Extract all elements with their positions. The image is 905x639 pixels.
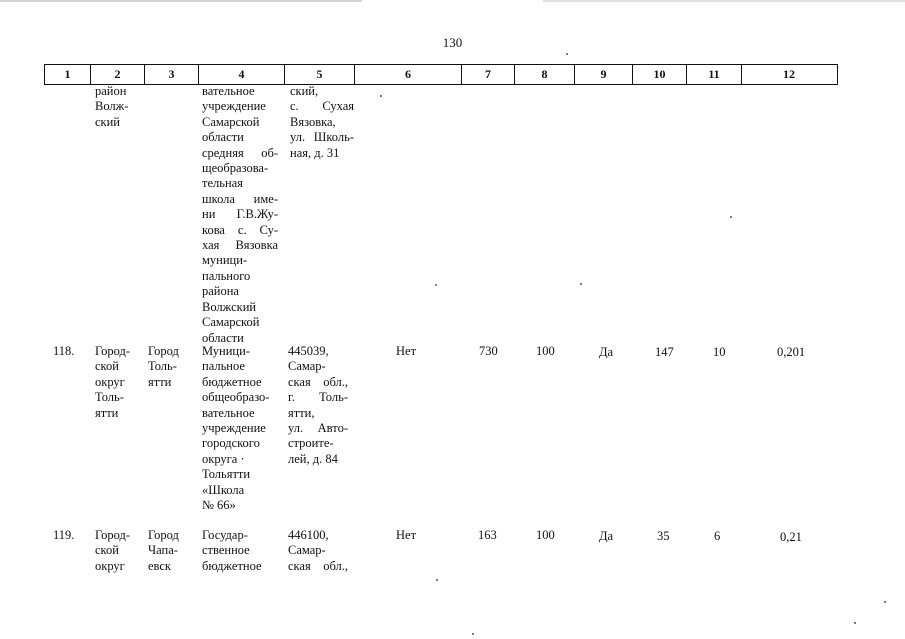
header-col-6: 6 xyxy=(355,65,462,84)
row-118-locality xyxy=(148,344,179,390)
row-118-col11: 10 xyxy=(713,345,726,359)
line: Вязовка, xyxy=(290,114,336,129)
line: области xyxy=(202,130,244,145)
line: Волж- xyxy=(95,99,129,114)
header-col-3: 3 xyxy=(145,65,199,84)
line: район xyxy=(95,84,127,98)
line: 446100, xyxy=(288,528,329,542)
line: Самарской xyxy=(202,114,260,129)
line: Тольятти xyxy=(202,467,251,482)
row-118-col9: Да xyxy=(599,345,614,359)
line: области xyxy=(202,330,244,345)
header-col-10: 10 xyxy=(633,65,687,84)
row-119-col7: 163 xyxy=(478,528,497,542)
line: ской xyxy=(95,359,119,374)
header-col-7: 7 xyxy=(462,65,515,84)
row-118-col10: 147 xyxy=(655,345,674,359)
header-col-9: 9 xyxy=(575,65,633,84)
row-118-district xyxy=(95,344,130,421)
table-header-row xyxy=(44,64,838,85)
line: ул. Школь- xyxy=(290,130,354,145)
line: пальное xyxy=(202,359,245,374)
line: Муници- xyxy=(202,344,250,358)
line: пального xyxy=(202,268,251,283)
row-118-col12: 0,201 xyxy=(777,345,806,359)
line: ская обл., xyxy=(288,558,348,573)
line: школа име- xyxy=(202,191,278,206)
line: ской xyxy=(95,543,119,558)
row-119-address xyxy=(288,528,348,574)
line: лей, д. 84 xyxy=(288,451,338,466)
line: общеобразо- xyxy=(202,390,270,405)
line: № 66» xyxy=(202,498,236,513)
row-119-institution-name xyxy=(202,528,262,574)
line: Город xyxy=(148,344,179,358)
row-119-number: 119. xyxy=(53,528,75,542)
line: ни Г.В.Жу- xyxy=(202,207,278,222)
line: Самар- xyxy=(288,543,326,558)
header-col-11: 11 xyxy=(687,65,742,84)
header-col-5: 5 xyxy=(285,65,355,84)
row-119-col8: 100 xyxy=(536,528,555,542)
line: Город xyxy=(148,528,179,542)
line: г. Толь- xyxy=(288,390,348,405)
scan-speck xyxy=(580,283,582,285)
header-col-4: 4 xyxy=(199,65,285,84)
line: Самарской xyxy=(202,315,260,330)
line: округ xyxy=(95,558,125,573)
scan-speck xyxy=(380,95,382,97)
row-119-col9: Да xyxy=(599,529,614,543)
line: Волжский xyxy=(202,299,257,314)
line: ятти xyxy=(95,405,119,420)
line: учреждение xyxy=(202,99,266,114)
row-119-col11: 6 xyxy=(714,529,721,543)
line: 445039, xyxy=(288,344,329,358)
line: тельная xyxy=(202,176,243,191)
line: бюджетное xyxy=(202,558,262,573)
row-118-address xyxy=(288,344,348,467)
line: ский xyxy=(95,114,120,129)
line: ская обл., xyxy=(288,374,348,389)
line: ятти, xyxy=(288,405,315,420)
row-119-col12: 0,21 xyxy=(780,530,802,544)
scan-speck xyxy=(730,216,732,218)
line: Чапа- xyxy=(148,543,178,558)
line: Толь- xyxy=(148,359,177,374)
line: муници- xyxy=(202,253,248,268)
scan-speck xyxy=(472,633,474,635)
line: учреждение xyxy=(202,421,266,436)
header-col-8: 8 xyxy=(515,65,575,84)
row-119-col6: Нет xyxy=(396,528,417,542)
line: ятти xyxy=(148,374,172,389)
line: с. Сухая xyxy=(290,99,354,114)
line: средняя об- xyxy=(202,145,278,160)
line: Город- xyxy=(95,528,131,542)
line: ул. Авто- xyxy=(288,421,348,436)
continuation-institution-name xyxy=(202,84,278,346)
row-119-district xyxy=(95,528,130,574)
line: бюджетное xyxy=(202,374,262,389)
row-119-col10: 35 xyxy=(657,529,670,543)
header-col-1: 1 xyxy=(45,65,91,84)
row-118-col7: 730 xyxy=(479,344,498,358)
row-118-col8: 100 xyxy=(536,344,555,358)
line: евск xyxy=(148,558,171,573)
scan-speck xyxy=(566,53,568,55)
line: Самар- xyxy=(288,359,326,374)
line: городского xyxy=(202,436,260,451)
line: хая Вязовка xyxy=(202,238,278,253)
line: щеобразова- xyxy=(202,161,269,176)
page-number: 130 xyxy=(442,35,463,50)
line: ственное xyxy=(202,543,250,558)
header-col-12: 12 xyxy=(783,67,795,81)
continuation-address xyxy=(290,84,354,161)
header-col-2: 2 xyxy=(91,65,145,84)
scan-speck xyxy=(854,622,856,624)
row-118-number: 118. xyxy=(53,344,75,358)
line: Государ- xyxy=(202,528,248,542)
scan-edge xyxy=(0,0,905,2)
line: Толь- xyxy=(95,390,124,405)
row-118-col6: Нет xyxy=(396,344,417,358)
scan-speck xyxy=(884,601,886,603)
line: вательное xyxy=(202,84,255,98)
line: округа · xyxy=(202,451,245,466)
line: «Школа xyxy=(202,482,245,497)
scan-speck xyxy=(435,284,437,286)
row-119-locality xyxy=(148,528,179,574)
line: района xyxy=(202,284,239,299)
line: ский, xyxy=(290,84,319,98)
row-118-institution-name xyxy=(202,344,269,513)
line: округ xyxy=(95,374,125,389)
line: Город- xyxy=(95,344,131,358)
line: строите- xyxy=(288,436,334,451)
line: вательное xyxy=(202,405,255,420)
line: ная, д. 31 xyxy=(290,145,340,160)
continuation-district xyxy=(95,84,128,130)
line: кова с. Су- xyxy=(202,222,278,237)
scan-speck xyxy=(436,579,438,581)
